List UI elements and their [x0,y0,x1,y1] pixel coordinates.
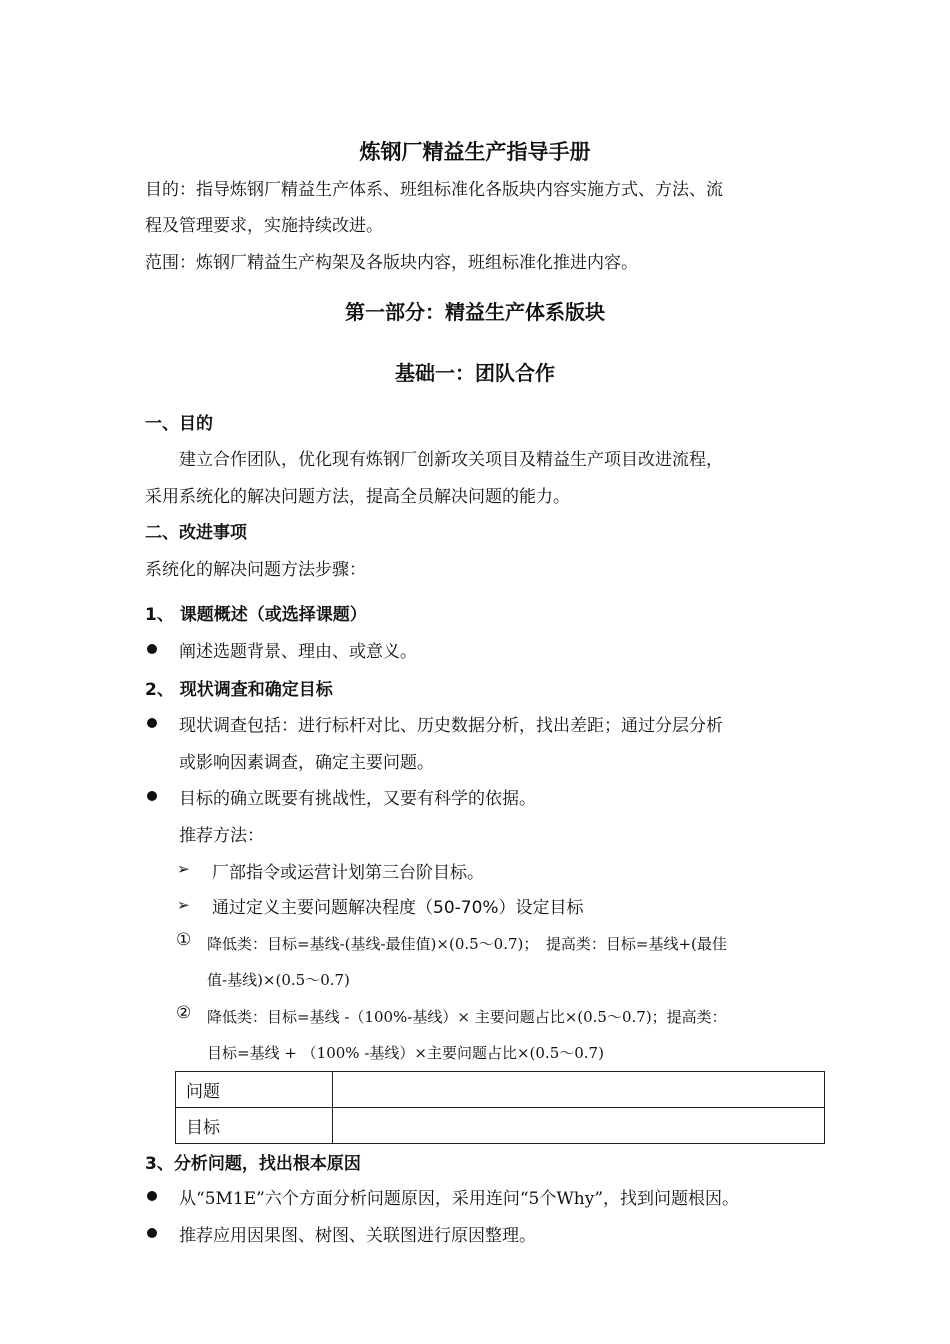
formula-text-cont: 目标=基线 + （100% -基线）×主要问题占比×(0.5～0.7) [207,1044,604,1062]
bullet-icon [147,644,157,654]
bullet-text: 目标的确立既要有挑战性，又要有科学的依据。 [179,789,536,809]
circled-number-2: ② [176,1003,192,1023]
bullet-icon [147,1228,157,1238]
bullet-text: 推荐应用因果图、树图、关联图进行原因整理。 [179,1226,536,1246]
recommend-label: 推荐方法： [179,826,264,846]
table-cell-value [333,1072,825,1108]
arrow-bullet-icon: ➢ [177,860,190,878]
formula-text: 降低类：目标=基线-(基线-最佳值)×(0.5～0.7)； 提高类：目标=基线+(最佳 [207,935,727,953]
bullet-text: 阐述选题背景、理由、或意义。 [179,642,417,662]
paragraph-cont: 采用系统化的解决问题方法，提高全员解决问题的能力。 [145,487,570,507]
bullet-text: 从“5M1E”六个方面分析问题原因，采用连问“5个Why”，找到问题根因。 [179,1189,740,1209]
purpose-text: 目的：指导炼钢厂精益生产体系、班组标准化各版块内容实施方式、方法、流 [145,180,723,200]
problem-target-table [175,1071,825,1144]
step-heading-2: 2、 现状调查和确定目标 [145,680,333,700]
table-row [176,1108,825,1144]
scope-text: 范围：炼钢厂精益生产构架及各版块内容，班组标准化推进内容。 [145,253,638,273]
step-heading-1: 1、 课题概述（或选择课题） [145,605,367,625]
table-row [176,1072,825,1108]
bullet-icon [147,1191,157,1201]
section-heading: 基础一：团队合作 [395,361,555,385]
bullet-text: 现状调查包括：进行标杆对比、历史数据分析，找出差距；通过分层分析 [179,716,723,736]
table-cell-label: 问题 [176,1072,333,1108]
arrow-item-text: 厂部指令或运营计划第三台阶目标。 [212,863,484,883]
paragraph: 建立合作团队，优化现有炼钢厂创新攻关项目及精益生产项目改进流程， [179,450,723,470]
arrow-item-text: 通过定义主要问题解决程度（50-70%）设定目标 [212,898,584,918]
purpose-text-cont: 程及管理要求，实施持续改进。 [145,216,383,236]
paragraph: 系统化的解决问题方法步骤： [145,560,366,580]
subsection-heading-improve: 二、改进事项 [145,523,247,543]
step-heading-3: 3、分析问题，找出根本原因 [145,1154,361,1174]
subsection-heading-purpose: 一、目的 [145,414,213,434]
document-title: 炼钢厂精益生产指导手册 [359,140,591,164]
bullet-icon [147,791,157,801]
bullet-text-cont: 或影响因素调查，确定主要问题。 [179,753,434,773]
part-heading: 第一部分：精益生产体系版块 [345,300,605,324]
circled-number-1: ① [176,930,192,950]
table-cell-label: 目标 [176,1108,333,1144]
table-cell-value [333,1108,825,1144]
bullet-icon [147,718,157,728]
formula-text: 降低类：目标=基线 -（100%-基线）× 主要问题占比×(0.5～0.7)；提高类： [207,1008,727,1026]
formula-text-cont: 值-基线)×(0.5～0.7) [207,971,350,989]
arrow-bullet-icon: ➢ [177,896,190,914]
